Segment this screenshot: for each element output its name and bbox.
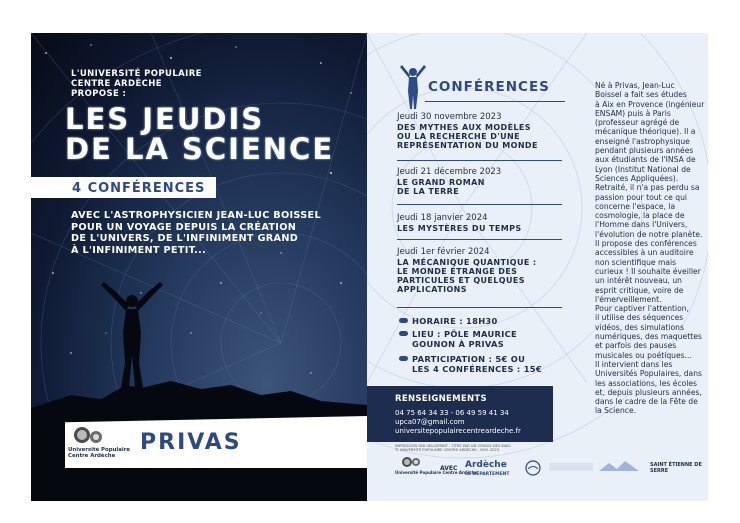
bullet-icon	[399, 318, 408, 323]
event-divider	[397, 204, 562, 205]
partner-departement: LE DÉPARTEMENT	[465, 472, 510, 477]
bio-line: Sciences Appliquées).	[595, 173, 679, 183]
intro-line: L'UNIVERSITÉ POPULAIRE	[71, 69, 202, 79]
logo-line: Centre Ardèche	[68, 453, 116, 459]
poster-left-panel	[31, 33, 367, 501]
event-title	[397, 224, 569, 233]
bio-line: ENSAM) puis à Paris	[595, 108, 671, 118]
info-lieu	[399, 330, 517, 349]
partner-upca: Université Populaire Centre Ardèche	[395, 470, 478, 475]
event-2	[397, 167, 569, 196]
intro-line: PROPOSE :	[71, 89, 127, 99]
event-title-line: LA MÉCANIQUE QUANTIQUE :	[397, 258, 537, 267]
bio-line: l'émerveillement.	[595, 294, 662, 304]
event-title-line: LE MONDE ÉTRANGE DES	[397, 267, 518, 276]
tagline-line: AVEC L'ASTROPHYSICIEN JEAN-LUC BOISSEL	[71, 210, 321, 221]
info-participation	[399, 355, 542, 374]
speaker-bio	[595, 81, 707, 416]
astronaut-logo-icon	[401, 455, 423, 469]
bio-line: vidéos, des simulations	[595, 322, 684, 332]
event-title-line: APPLICATIONS	[397, 285, 467, 294]
partner-saint-etienne: SAINT ÉTIENNE DE SERRE	[650, 462, 702, 474]
event-title	[397, 178, 569, 196]
tagline-line: À L'INFINIMENT PETIT...	[71, 244, 207, 256]
participation-text: LES 4 CONFÉRENCES : 15€	[412, 363, 542, 374]
partner-landscape-logo-icon	[599, 459, 639, 473]
lieu-text: LIEU : PÔLE MAURICE	[412, 329, 517, 339]
bio-line: enseigné l'astrophysique	[595, 136, 690, 146]
contact-website[interactable]: universitepopulairecentreardeche.fr	[395, 427, 521, 435]
renseignements-title: RENSEIGNEMENTS	[395, 394, 487, 404]
bio-line: et parfois des pauses	[595, 341, 677, 351]
poster-right-panel	[367, 33, 708, 501]
bio-line: mécanique théorique). Il a	[595, 127, 696, 137]
bio-line: un intérêt nouveau, un	[595, 276, 682, 286]
bio-line: passion pour tout ce qui	[595, 192, 688, 202]
event-title-line: PARTICULES ET QUELQUES	[397, 276, 525, 285]
city-label: PRIVAS	[140, 430, 242, 455]
info-horaire	[399, 317, 498, 327]
bio-line: non scientifique mais	[595, 257, 677, 267]
event-divider	[397, 307, 562, 308]
contact-email[interactable]: upca07@gmail.com	[395, 418, 465, 426]
person-silhouette-icon	[101, 282, 163, 388]
partner-avec: AVEC	[440, 465, 458, 472]
bio-line: Retraité, il n'a pas perdu sa	[595, 183, 700, 193]
person-raised-arms-icon	[397, 63, 429, 111]
partner-ardeche: Ardèche	[465, 460, 507, 470]
conferences-heading: CONFÉRENCES	[428, 79, 550, 95]
horaire-text: HORAIRE : 18H30	[412, 316, 498, 326]
event-divider	[397, 239, 562, 240]
logo-line: Université Populaire	[68, 447, 131, 453]
bio-line: dans le cadre de la Fête de	[595, 397, 698, 407]
bio-line: l'Homme dans l'Univers,	[595, 220, 688, 230]
astronaut-logo-icon	[68, 425, 124, 465]
bio-line: Il propose des conférences	[595, 239, 697, 249]
event-title-line: DE LA TERRE	[397, 187, 460, 196]
event-3	[397, 213, 569, 233]
event-title-line: REPRÉSENTATION DU MONDE	[397, 141, 538, 150]
event-date: Jeudi 30 novembre 2023	[397, 112, 502, 122]
bio-line: accessibles à un auditoire	[595, 248, 694, 258]
bio-line: Lyon (Institut National de	[595, 164, 691, 174]
bio-line: Boissel a fait ses études	[595, 90, 687, 100]
bio-line: Il intervient dans les	[595, 359, 673, 369]
partner-logo-placeholder	[549, 463, 593, 471]
bio-line: numériques, des maquettes	[595, 332, 702, 342]
event-divider	[397, 160, 562, 161]
event-title	[397, 258, 569, 294]
bio-line: la Science.	[595, 406, 637, 416]
heading-underline	[425, 101, 565, 102]
bio-line: esprit critique, voire de	[595, 285, 684, 295]
bullet-icon	[399, 356, 408, 361]
bio-line: les associations, les écoles	[595, 378, 698, 388]
conferences-count: 4 CONFÉRENCES	[72, 181, 206, 196]
bullet-icon	[399, 331, 408, 336]
event-title	[397, 123, 569, 150]
bio-line: (professeur agrégé de	[595, 118, 680, 128]
bio-line: il utilise des séquences	[595, 313, 684, 323]
event-date: Jeudi 21 décembre 2023	[397, 167, 502, 177]
bio-line: pendant plusieurs années	[595, 146, 694, 156]
bio-line: curieux ! Il souhaite éveiller	[595, 266, 701, 276]
main-title-line2: DE LA SCIENCE	[65, 132, 335, 166]
event-title-line: LE GRAND ROMAN	[397, 178, 485, 187]
bio-line: cosmologie, la place de	[595, 211, 685, 221]
event-title-line: LES MYSTÈRES DU TEMPS	[397, 224, 522, 233]
main-title-line1: LES JEUDIS	[65, 102, 265, 136]
lieu-text: GOUNON À PRIVAS	[412, 338, 505, 349]
fineprint-line: © UNIVERSITÉ POPULAIRE CENTRE ARDÈCHE - NOV. 2023	[395, 448, 500, 453]
bio-line: à Aix en Provence (ingénieur	[595, 99, 705, 109]
bio-line: aux étudiants de l'INSA de	[595, 155, 696, 165]
partner-circle-logo-icon	[525, 460, 541, 476]
logo-text	[68, 447, 130, 459]
bio-line: Né à Privas, Jean-Luc	[595, 81, 675, 90]
tagline-line: DE L'UNIVERS, DE L'INFINIMENT GRAND	[71, 233, 299, 244]
bio-line: l'évolution de notre planète.	[595, 229, 703, 239]
renseignements-box	[367, 386, 553, 442]
event-4	[397, 247, 569, 294]
fineprint	[395, 444, 555, 453]
intro-line: CENTRE ARDÈCHE	[71, 79, 163, 89]
event-title-line: DES MYTHES AUX MODÈLES	[397, 123, 531, 132]
event-title-line: OU LA RECHERCHE D'UNE	[397, 132, 520, 141]
participation-text: PARTICIPATION : 5€ OU	[412, 354, 526, 364]
bio-line: musicales ou poétiques...	[595, 350, 692, 360]
bio-line: Universités Populaires, dans	[595, 369, 702, 379]
event-1	[397, 112, 569, 150]
contact-phones: 04 75 64 34 33 - 06 49 59 41 34	[395, 409, 509, 417]
event-date: Jeudi 1er février 2024	[397, 247, 490, 257]
bio-line: concerne l'espace, la	[595, 201, 676, 211]
bio-line: Pour captiver l'attention,	[595, 304, 689, 314]
tagline-line: POUR UN VOYAGE DEPUIS LA CRÉATION	[71, 221, 297, 233]
bio-line: et, depuis plusieurs années,	[595, 387, 702, 397]
event-date: Jeudi 18 janvier 2024	[397, 213, 488, 223]
fineprint-line: IMPRESSION PAR HELIOPRINT - TITRE PAR UN VOYAGE DES BIAIS	[395, 444, 511, 448]
